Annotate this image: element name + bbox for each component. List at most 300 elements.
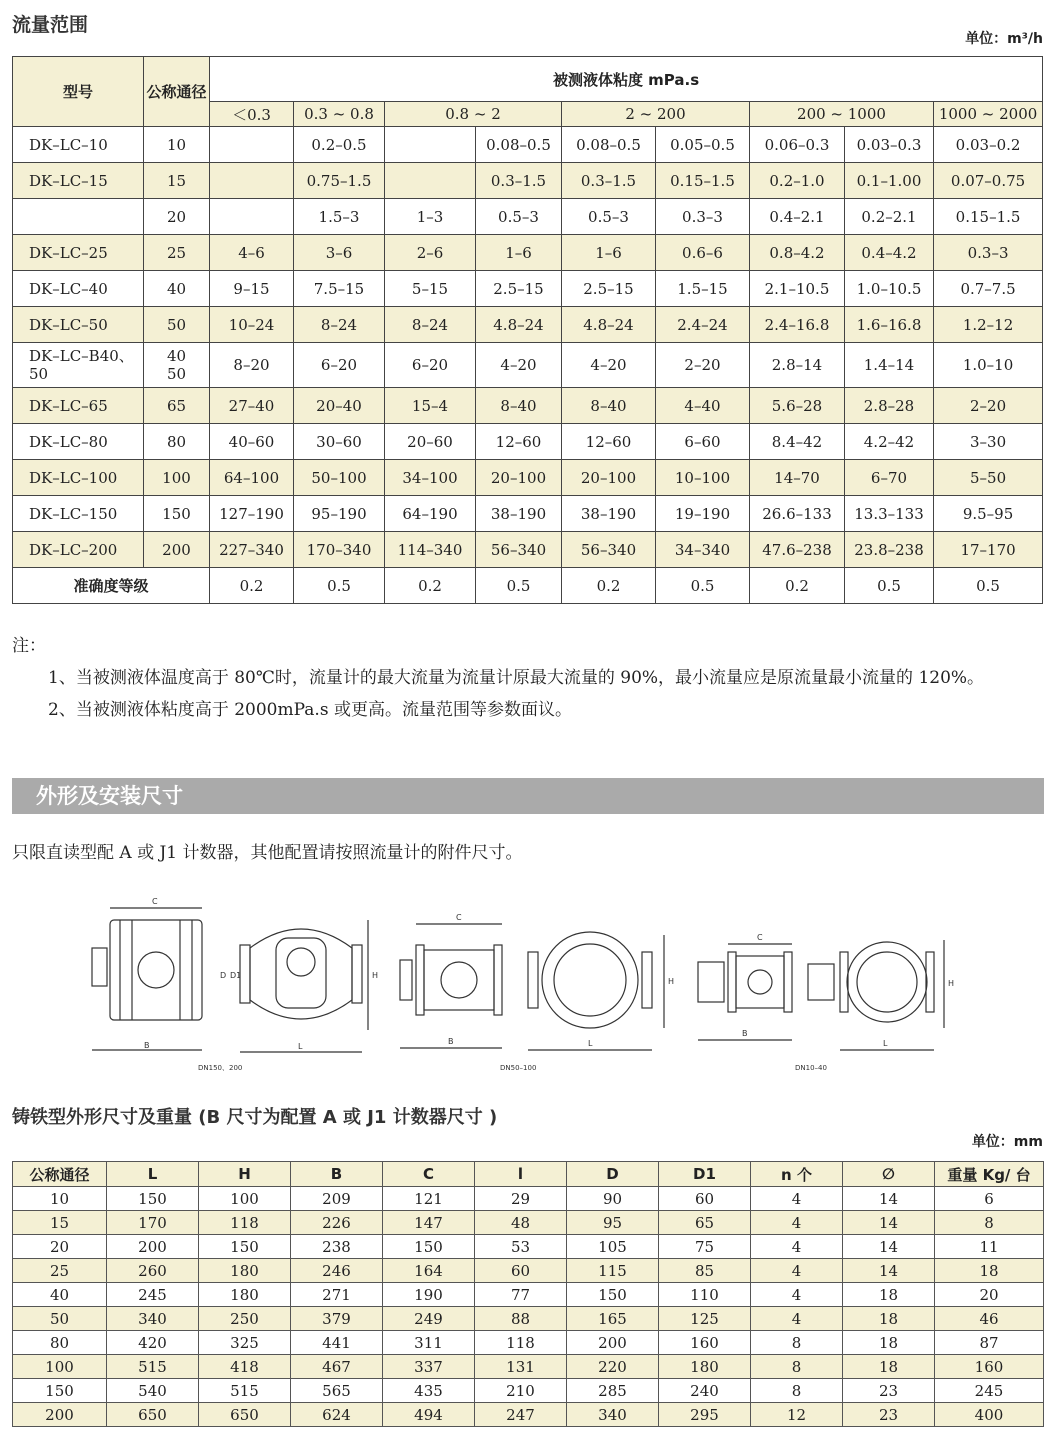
dn-cell: 150 xyxy=(144,496,210,532)
label-d1: D1 xyxy=(230,971,242,980)
dims-cell: 75 xyxy=(659,1235,751,1259)
value-cell: 127–190 xyxy=(210,496,294,532)
dims-cell: 624 xyxy=(291,1403,383,1427)
dims-cell: 494 xyxy=(383,1403,475,1427)
dims-cell: 29 xyxy=(475,1187,567,1211)
dn-line-1: 40 xyxy=(166,347,187,365)
dims-cell: 118 xyxy=(475,1331,567,1355)
value-cell: 0.5–3 xyxy=(562,199,656,235)
dims-cell: 23 xyxy=(843,1403,935,1427)
dims-cell: 164 xyxy=(383,1259,475,1283)
dims-cell: 8 xyxy=(935,1211,1044,1235)
dims-cell: 60 xyxy=(475,1259,567,1283)
table-row xyxy=(13,1235,1044,1259)
header-model: 型号 xyxy=(13,57,144,127)
dn-cell: 80 xyxy=(144,424,210,460)
dims-cell: 4 xyxy=(751,1211,843,1235)
dims-cell: 435 xyxy=(383,1379,475,1403)
value-cell: 1–3 xyxy=(385,199,476,235)
value-cell: 0.2–0.5 xyxy=(294,127,385,163)
value-cell: 0.3–1.5 xyxy=(476,163,562,199)
value-cell: 0.3–3 xyxy=(934,235,1043,271)
dims-cell: 25 xyxy=(13,1259,107,1283)
dims-cell: 60 xyxy=(659,1187,751,1211)
value-cell: 10–24 xyxy=(210,307,294,343)
table-row xyxy=(13,307,1043,343)
value-cell: 4–6 xyxy=(210,235,294,271)
dims-cell: 18 xyxy=(843,1355,935,1379)
value-cell: 2.1–10.5 xyxy=(750,271,845,307)
model-cell: DK–LC–10 xyxy=(13,127,144,163)
value-cell: 56–340 xyxy=(476,532,562,568)
dims-cell: 8 xyxy=(751,1331,843,1355)
table-row xyxy=(13,199,1043,235)
drawing-dn150-200 xyxy=(92,897,378,1072)
value-cell: 1.0–10.5 xyxy=(845,271,934,307)
model-cell: DK–LC–65 xyxy=(13,388,144,424)
dims-cell: 285 xyxy=(567,1379,659,1403)
value-cell: 2–20 xyxy=(656,343,750,388)
table-row xyxy=(13,1283,1044,1307)
value-cell: 34–100 xyxy=(385,460,476,496)
range-header: 200 ~ 1000 xyxy=(750,102,934,127)
value-cell: 38–190 xyxy=(476,496,562,532)
dims-header: l xyxy=(475,1162,567,1187)
value-cell: 4–20 xyxy=(562,343,656,388)
value-cell: 5.6–28 xyxy=(750,388,845,424)
dims-cell: 95 xyxy=(567,1211,659,1235)
value-cell: 5–15 xyxy=(385,271,476,307)
dims-cell: 245 xyxy=(935,1379,1044,1403)
value-cell: 0.08–0.5 xyxy=(562,127,656,163)
note-1: 1、当被测液体温度高于 80℃时，流量计的最大流量为流量计原最大流量的 90%，最小流量应是原流量最小流量的 120%。 xyxy=(48,668,985,688)
table-row xyxy=(13,1379,1044,1403)
range-header: 0.8 ~ 2 xyxy=(385,102,562,127)
value-cell: 26.6–133 xyxy=(750,496,845,532)
value-cell: 7.5–15 xyxy=(294,271,385,307)
install-description: 只限直读型配 A 或 J1 计数器，其他配置请按照流量计的附件尺寸。 xyxy=(12,843,523,863)
dims-cell: 295 xyxy=(659,1403,751,1427)
value-cell: 19–190 xyxy=(656,496,750,532)
dimensions-table xyxy=(12,1161,1044,1427)
range-header: 0.3 ~ 0.8 xyxy=(294,102,385,127)
table-row xyxy=(13,235,1043,271)
dims-cell: 379 xyxy=(291,1307,383,1331)
dims-header: L xyxy=(107,1162,199,1187)
dims-cell: 18 xyxy=(843,1283,935,1307)
dims-cell: 147 xyxy=(383,1211,475,1235)
dims-cell: 14 xyxy=(843,1211,935,1235)
value-cell: 8–24 xyxy=(385,307,476,343)
dims-cell: 210 xyxy=(475,1379,567,1403)
notes xyxy=(12,630,1044,726)
dims-cell: 105 xyxy=(567,1235,659,1259)
dims-cell: 88 xyxy=(475,1307,567,1331)
accuracy-row xyxy=(13,568,1043,604)
value-cell xyxy=(385,127,476,163)
dims-cell: 150 xyxy=(107,1187,199,1211)
dims-cell: 540 xyxy=(107,1379,199,1403)
value-cell: 6–70 xyxy=(845,460,934,496)
value-cell: 0.15–1.5 xyxy=(934,199,1043,235)
label-l-2: L xyxy=(588,1039,593,1048)
dn-cell: 10 xyxy=(144,127,210,163)
model-cell: DK–LC–80 xyxy=(13,424,144,460)
label-h: H xyxy=(372,971,379,980)
value-cell: 1.4–14 xyxy=(845,343,934,388)
value-cell: 12–60 xyxy=(476,424,562,460)
dims-cell: 40 xyxy=(13,1283,107,1307)
model-cell: DK–LC–50 xyxy=(13,307,144,343)
dims-cell: 160 xyxy=(935,1355,1044,1379)
accuracy-cell: 0.2 xyxy=(750,568,845,604)
dims-cell: 340 xyxy=(107,1307,199,1331)
value-cell: 64–190 xyxy=(385,496,476,532)
value-cell: 0.08–0.5 xyxy=(476,127,562,163)
dn-cell: 15 xyxy=(144,163,210,199)
value-cell: 3–30 xyxy=(934,424,1043,460)
value-cell: 0.2–1.0 xyxy=(750,163,845,199)
model-line-2: 50 xyxy=(29,365,49,383)
dims-cell: 14 xyxy=(843,1187,935,1211)
table-row xyxy=(13,163,1043,199)
dims-cell: 87 xyxy=(935,1331,1044,1355)
value-cell: 38–190 xyxy=(562,496,656,532)
dims-cell: 165 xyxy=(567,1307,659,1331)
model-cell: DK–LC–25 xyxy=(13,235,144,271)
value-cell: 0.03–0.3 xyxy=(845,127,934,163)
value-cell: 3–6 xyxy=(294,235,385,271)
dn-cell: 40 xyxy=(144,271,210,307)
dims-cell: 245 xyxy=(107,1283,199,1307)
value-cell xyxy=(210,163,294,199)
value-cell: 6–60 xyxy=(656,424,750,460)
dims-cell: 200 xyxy=(107,1235,199,1259)
dims-cell: 8 xyxy=(751,1379,843,1403)
dims-cell: 110 xyxy=(659,1283,751,1307)
model-cell xyxy=(13,343,144,388)
label-c-2: C xyxy=(456,913,462,922)
dims-cell: 260 xyxy=(107,1259,199,1283)
dims-cell: 8 xyxy=(751,1355,843,1379)
dims-cell: 180 xyxy=(199,1259,291,1283)
label-d: D xyxy=(220,971,227,980)
dims-cell: 249 xyxy=(383,1307,475,1331)
value-cell: 170–340 xyxy=(294,532,385,568)
dims-cell: 150 xyxy=(13,1379,107,1403)
table-row xyxy=(13,1355,1044,1379)
dims-cell: 238 xyxy=(291,1235,383,1259)
value-cell: 0.05–0.5 xyxy=(656,127,750,163)
value-cell: 30–60 xyxy=(294,424,385,460)
caption-dn50-100: DN50–100 xyxy=(500,1064,537,1072)
value-cell: 0.5–3 xyxy=(476,199,562,235)
dn-cell: 25 xyxy=(144,235,210,271)
dims-cell: 48 xyxy=(475,1211,567,1235)
value-cell: 1.0–10 xyxy=(934,343,1043,388)
model-cell: DK–LC–40 xyxy=(13,271,144,307)
dims-cell: 650 xyxy=(107,1403,199,1427)
value-cell: 0.15–1.5 xyxy=(656,163,750,199)
table-row xyxy=(13,1331,1044,1355)
dimension-drawings xyxy=(80,890,980,1080)
dims-cell: 12 xyxy=(751,1403,843,1427)
model-cell: DK–LC–200 xyxy=(13,532,144,568)
dims-cell: 150 xyxy=(383,1235,475,1259)
dims-header: D1 xyxy=(659,1162,751,1187)
dims-cell: 209 xyxy=(291,1187,383,1211)
dims-cell: 515 xyxy=(107,1355,199,1379)
dims-cell: 50 xyxy=(13,1307,107,1331)
accuracy-cell: 0.2 xyxy=(210,568,294,604)
value-cell: 5–50 xyxy=(934,460,1043,496)
label-l-3: L xyxy=(883,1039,888,1048)
dims-cell: 46 xyxy=(935,1307,1044,1331)
dims-cell: 160 xyxy=(659,1331,751,1355)
caption-dn150-200: DN150、200 xyxy=(198,1064,243,1072)
label-c-3: C xyxy=(757,933,763,942)
value-cell: 1.6–16.8 xyxy=(845,307,934,343)
counter-flange xyxy=(92,948,107,986)
value-cell: 227–340 xyxy=(210,532,294,568)
value-cell: 6–20 xyxy=(385,343,476,388)
value-cell: 13.3–133 xyxy=(845,496,934,532)
dims-cell: 325 xyxy=(199,1331,291,1355)
value-cell: 0.8–4.2 xyxy=(750,235,845,271)
value-cell: 0.3–1.5 xyxy=(562,163,656,199)
value-cell: 8–40 xyxy=(476,388,562,424)
dims-cell: 247 xyxy=(475,1403,567,1427)
value-cell: 1.2–12 xyxy=(934,307,1043,343)
dims-cell: 23 xyxy=(843,1379,935,1403)
dims-cell: 90 xyxy=(567,1187,659,1211)
accuracy-cell: 0.2 xyxy=(385,568,476,604)
dims-cell: 121 xyxy=(383,1187,475,1211)
value-cell: 64–100 xyxy=(210,460,294,496)
value-cell: 0.07–0.75 xyxy=(934,163,1043,199)
value-cell: 40–60 xyxy=(210,424,294,460)
accuracy-cell: 0.5 xyxy=(476,568,562,604)
table-row xyxy=(13,388,1043,424)
value-cell: 9.5–95 xyxy=(934,496,1043,532)
dims-cell: 14 xyxy=(843,1235,935,1259)
dims-cell: 4 xyxy=(751,1283,843,1307)
model-cell: DK–LC–150 xyxy=(13,496,144,532)
dims-cell: 515 xyxy=(199,1379,291,1403)
range-header: ＜0.3 xyxy=(210,102,294,127)
dims-cell: 650 xyxy=(199,1403,291,1427)
table-row xyxy=(13,424,1043,460)
dims-cell: 180 xyxy=(659,1355,751,1379)
value-cell: 2.5–15 xyxy=(562,271,656,307)
value-cell: 0.6–6 xyxy=(656,235,750,271)
value-cell: 2.4–16.8 xyxy=(750,307,845,343)
table-row xyxy=(13,343,1043,388)
dims-cell: 100 xyxy=(13,1355,107,1379)
table-row xyxy=(13,1403,1044,1427)
value-cell xyxy=(210,127,294,163)
label-b-3: B xyxy=(742,1029,748,1038)
dims-cell: 250 xyxy=(199,1307,291,1331)
value-cell: 6–20 xyxy=(294,343,385,388)
table-row xyxy=(13,1211,1044,1235)
drawing-dn10-40 xyxy=(698,933,954,1072)
dims-cell: 311 xyxy=(383,1331,475,1355)
value-cell: 23.8–238 xyxy=(845,532,934,568)
table-row xyxy=(13,496,1043,532)
value-cell: 56–340 xyxy=(562,532,656,568)
value-cell: 0.03–0.2 xyxy=(934,127,1043,163)
dims-cell: 115 xyxy=(567,1259,659,1283)
value-cell: 8.4–42 xyxy=(750,424,845,460)
table-row xyxy=(13,127,1043,163)
accuracy-cell: 0.5 xyxy=(656,568,750,604)
dn-line-2: 50 xyxy=(166,365,187,383)
dims-cell: 565 xyxy=(291,1379,383,1403)
section-banner: 外形及安装尺寸 xyxy=(12,778,1044,814)
dn-cell: 20 xyxy=(144,199,210,235)
dims-cell: 400 xyxy=(935,1403,1044,1427)
dims-cell: 125 xyxy=(659,1307,751,1331)
dims-header: n 个 xyxy=(751,1162,843,1187)
value-cell: 8–20 xyxy=(210,343,294,388)
header-dn: 公称通径 xyxy=(144,57,210,127)
value-cell: 15–4 xyxy=(385,388,476,424)
label-l: L xyxy=(298,1042,303,1051)
dn-cell: 65 xyxy=(144,388,210,424)
value-cell: 50–100 xyxy=(294,460,385,496)
value-cell: 0.4–2.1 xyxy=(750,199,845,235)
value-cell xyxy=(385,163,476,199)
model-line-1: DK–LC–B40、 xyxy=(29,347,134,365)
table-row xyxy=(13,1307,1044,1331)
dims-header: B xyxy=(291,1162,383,1187)
dims-cell: 4 xyxy=(751,1307,843,1331)
label-h-3: H xyxy=(948,979,955,988)
value-cell: 10–100 xyxy=(656,460,750,496)
dims-cell: 150 xyxy=(199,1235,291,1259)
dims-cell: 6 xyxy=(935,1187,1044,1211)
dims-title: 铸铁型外形尺寸及重量 (B 尺寸为配置 A 或 J1 计数器尺寸 ) xyxy=(12,1107,498,1128)
dims-cell: 150 xyxy=(567,1283,659,1307)
dn-cell xyxy=(144,343,210,388)
dims-header-row xyxy=(13,1162,1044,1187)
value-cell: 17–170 xyxy=(934,532,1043,568)
value-cell: 0.75–1.5 xyxy=(294,163,385,199)
accuracy-cell: 0.2 xyxy=(562,568,656,604)
value-cell: 20–100 xyxy=(476,460,562,496)
dims-cell: 15 xyxy=(13,1211,107,1235)
flow-range-title: 流量范围 xyxy=(12,14,89,36)
table-row xyxy=(13,1259,1044,1283)
value-cell: 47.6–238 xyxy=(750,532,845,568)
drawing-dn50-100 xyxy=(400,913,674,1072)
dims-cell: 20 xyxy=(13,1235,107,1259)
notes-head: 注： xyxy=(12,636,46,656)
dims-cell: 200 xyxy=(567,1331,659,1355)
dims-cell: 4 xyxy=(751,1235,843,1259)
dims-cell: 200 xyxy=(13,1403,107,1427)
dims-cell: 180 xyxy=(199,1283,291,1307)
note-2: 2、当被测液体粘度高于 2000mPa.s 或更高。流量范围等参数面议。 xyxy=(48,700,572,720)
value-cell: 2.8–14 xyxy=(750,343,845,388)
value-cell: 20–60 xyxy=(385,424,476,460)
dims-cell: 271 xyxy=(291,1283,383,1307)
dims-unit: 单位：mm xyxy=(971,1134,1043,1150)
value-cell: 2–6 xyxy=(385,235,476,271)
dims-header: D xyxy=(567,1162,659,1187)
value-cell: 4.8–24 xyxy=(562,307,656,343)
dims-cell: 337 xyxy=(383,1355,475,1379)
dims-cell: 246 xyxy=(291,1259,383,1283)
value-cell: 95–190 xyxy=(294,496,385,532)
dims-cell: 441 xyxy=(291,1331,383,1355)
dims-cell: 80 xyxy=(13,1331,107,1355)
value-cell: 0.7–7.5 xyxy=(934,271,1043,307)
dims-cell: 18 xyxy=(843,1331,935,1355)
dims-cell: 170 xyxy=(107,1211,199,1235)
model-cell: DK–LC–15 xyxy=(13,163,144,199)
dn-cell: 50 xyxy=(144,307,210,343)
value-cell: 8–40 xyxy=(562,388,656,424)
dims-cell: 14 xyxy=(843,1259,935,1283)
table-row xyxy=(13,460,1043,496)
value-cell: 9–15 xyxy=(210,271,294,307)
header-row xyxy=(13,57,1043,102)
value-cell: 0.1–1.00 xyxy=(845,163,934,199)
model-cell: DK–LC–100 xyxy=(13,460,144,496)
dims-cell: 240 xyxy=(659,1379,751,1403)
dims-header: 公称通径 xyxy=(13,1162,107,1187)
dims-cell: 4 xyxy=(751,1187,843,1211)
value-cell: 2–20 xyxy=(934,388,1043,424)
table-row xyxy=(13,532,1043,568)
dims-cell: 10 xyxy=(13,1187,107,1211)
dims-cell: 18 xyxy=(935,1259,1044,1283)
dims-cell: 85 xyxy=(659,1259,751,1283)
dims-cell: 18 xyxy=(843,1307,935,1331)
dims-cell: 226 xyxy=(291,1211,383,1235)
dims-cell: 340 xyxy=(567,1403,659,1427)
dims-cell: 4 xyxy=(751,1259,843,1283)
range-header: 2 ~ 200 xyxy=(562,102,750,127)
value-cell xyxy=(210,199,294,235)
value-cell: 2.5–15 xyxy=(476,271,562,307)
value-cell: 4–20 xyxy=(476,343,562,388)
value-cell: 0.2–2.1 xyxy=(845,199,934,235)
dims-cell: 131 xyxy=(475,1355,567,1379)
dims-header: H xyxy=(199,1162,291,1187)
value-cell: 34–340 xyxy=(656,532,750,568)
value-cell: 0.3–3 xyxy=(656,199,750,235)
header-viscosity: 被测液体粘度 mPa.s xyxy=(210,57,1043,102)
accuracy-label: 准确度等级 xyxy=(13,568,210,604)
dims-cell: 418 xyxy=(199,1355,291,1379)
range-header: 1000 ~ 2000 xyxy=(934,102,1043,127)
value-cell: 0.06–0.3 xyxy=(750,127,845,163)
label-b: B xyxy=(144,1041,150,1050)
value-cell: 8–24 xyxy=(294,307,385,343)
value-cell: 1.5–3 xyxy=(294,199,385,235)
dims-cell: 53 xyxy=(475,1235,567,1259)
dims-header: ∅ xyxy=(843,1162,935,1187)
dims-cell: 77 xyxy=(475,1283,567,1307)
table-row xyxy=(13,271,1043,307)
dims-cell: 190 xyxy=(383,1283,475,1307)
value-cell: 4.8–24 xyxy=(476,307,562,343)
accuracy-cell: 0.5 xyxy=(294,568,385,604)
label-c: C xyxy=(152,897,158,906)
